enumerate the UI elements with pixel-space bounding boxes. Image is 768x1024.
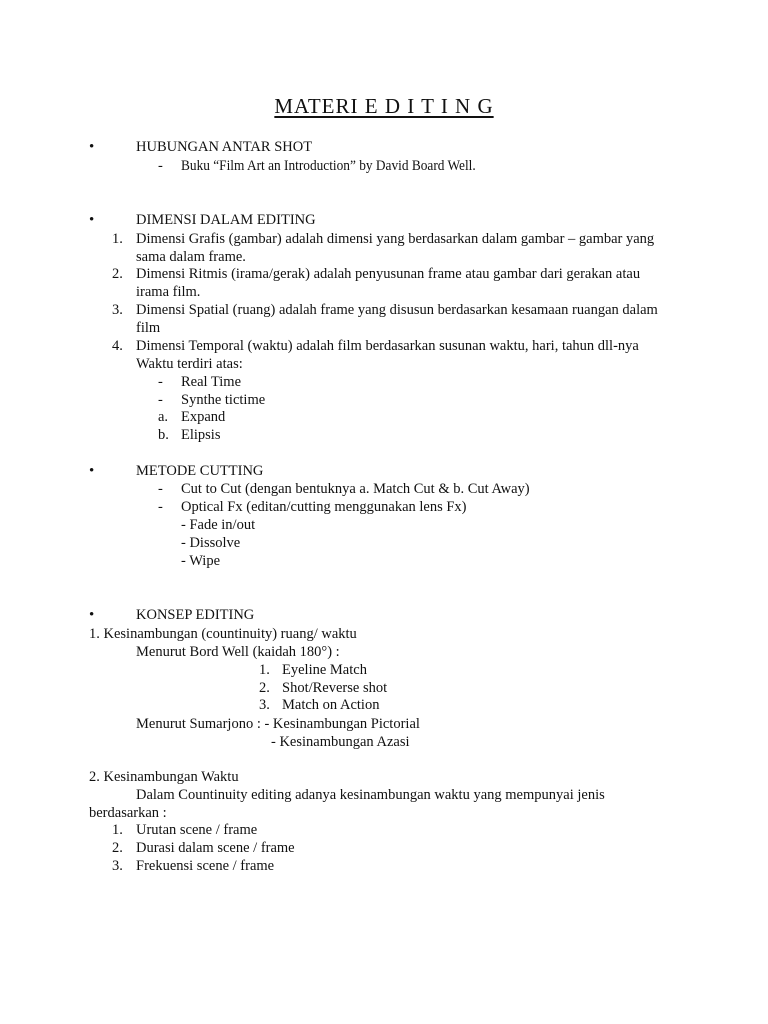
list-item: Match on Action bbox=[282, 697, 380, 713]
list-number: 3. bbox=[112, 858, 123, 874]
list-item: Dimensi Ritmis (irama/gerak) adalah penyusunan frame atau gambar dari gerakan atau bbox=[136, 266, 641, 282]
paragraph: Dalam Countinuity editing adanya kesinambungan waktu yang mempunyai jenis bbox=[136, 787, 605, 803]
bullet-icon: • bbox=[89, 463, 95, 479]
list-item: Cut to Cut (dengan bentuknya a. Match Cut & b. Cut Away) bbox=[181, 481, 530, 497]
section-heading: KONSEP EDITING bbox=[136, 607, 255, 623]
list-number: 3. bbox=[112, 302, 123, 318]
paragraph: berdasarkan : bbox=[89, 805, 167, 821]
list-item-continuation: sama dalam frame. bbox=[136, 249, 246, 265]
list-number: 1. bbox=[112, 231, 123, 247]
sublist-item: Elipsis bbox=[181, 427, 221, 443]
list-number: 2. bbox=[112, 266, 123, 282]
document-title-text: MATERI E D I T I N G bbox=[274, 94, 494, 118]
list-item: Buku “Film Art an Introduction” by David Board Well. bbox=[181, 158, 476, 174]
sublist-item: Expand bbox=[181, 409, 226, 425]
paragraph: Menurut Sumarjono : - Kesinambungan Pictorial bbox=[136, 716, 420, 732]
list-item-continuation: Waktu terdiri atas: bbox=[136, 356, 243, 372]
sublist-mark: a. bbox=[158, 409, 169, 425]
sublist-mark: b. bbox=[158, 427, 169, 443]
bullet-icon: • bbox=[89, 607, 95, 623]
list-number: 2. bbox=[259, 680, 270, 696]
bullet-icon: • bbox=[89, 212, 95, 228]
list-item: Dimensi Spatial (ruang) adalah frame yang disusun berdasarkan kesamaan ruangan dalam bbox=[136, 302, 658, 318]
bullet-icon: • bbox=[89, 139, 95, 155]
list-item: Dimensi Grafis (gambar) adalah dimensi yang berdasarkan dalam gambar – gambar yang bbox=[136, 231, 655, 247]
paragraph: - Kesinambungan Azasi bbox=[271, 734, 410, 750]
sublist-item: Real Time bbox=[181, 374, 242, 390]
list-item-continuation: irama film. bbox=[136, 284, 201, 300]
section-heading: DIMENSI DALAM EDITING bbox=[136, 212, 316, 228]
list-number: 4. bbox=[112, 338, 123, 354]
sublist-item: - Dissolve bbox=[181, 535, 241, 551]
list-dash: - bbox=[158, 158, 163, 174]
document-title bbox=[0, 93, 768, 119]
list-number: 3. bbox=[259, 697, 270, 713]
list-item: Eyeline Match bbox=[282, 662, 367, 678]
sublist-mark: - bbox=[158, 392, 163, 408]
paragraph: 1. Kesinambungan (countinuity) ruang/ waktu bbox=[89, 626, 357, 642]
list-item: Urutan scene / frame bbox=[136, 822, 258, 838]
sublist-item: Synthe tictime bbox=[181, 392, 266, 408]
list-item: Dimensi Temporal (waktu) adalah film berdasarkan susunan waktu, hari, tahun dll-nya bbox=[136, 338, 639, 354]
list-item-continuation: film bbox=[136, 320, 161, 336]
list-number: 1. bbox=[112, 822, 123, 838]
list-dash: - bbox=[158, 499, 163, 515]
list-item: Optical Fx (editan/cutting menggunakan lens Fx) bbox=[181, 499, 467, 515]
list-item: Durasi dalam scene / frame bbox=[136, 840, 295, 856]
paragraph: 2. Kesinambungan Waktu bbox=[89, 769, 239, 785]
sublist-item: - Wipe bbox=[181, 553, 221, 569]
list-number: 2. bbox=[112, 840, 123, 856]
section-heading: METODE CUTTING bbox=[136, 463, 264, 479]
section-heading: HUBUNGAN ANTAR SHOT bbox=[136, 139, 313, 155]
sublist-item: - Fade in/out bbox=[181, 517, 256, 533]
sublist-mark: - bbox=[158, 374, 163, 390]
list-dash: - bbox=[158, 481, 163, 497]
paragraph: Menurut Bord Well (kaidah 180°) : bbox=[136, 644, 340, 660]
list-item: Shot/Reverse shot bbox=[282, 680, 388, 696]
list-number: 1. bbox=[259, 662, 270, 678]
list-item: Frekuensi scene / frame bbox=[136, 858, 275, 874]
